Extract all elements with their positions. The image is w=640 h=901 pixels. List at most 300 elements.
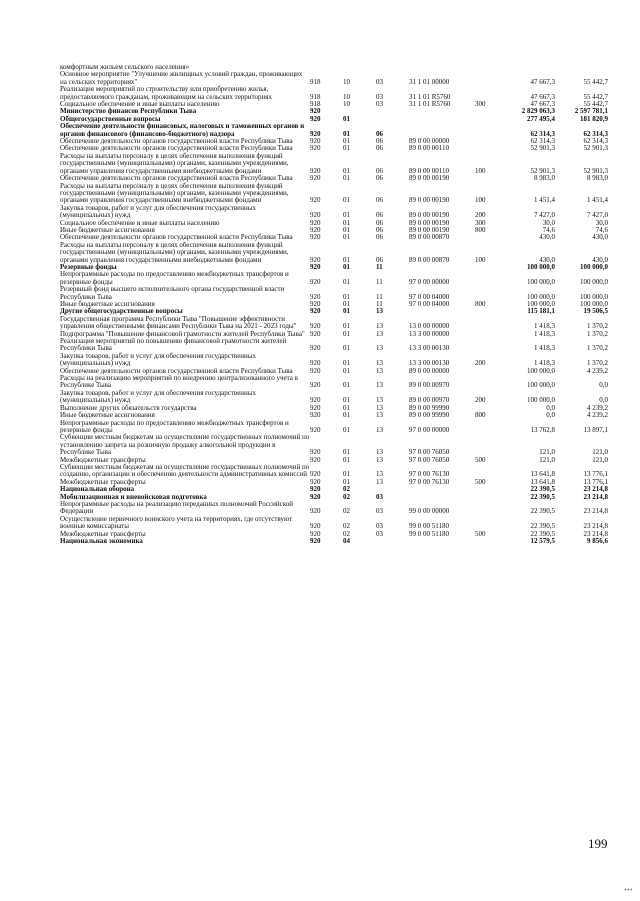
row-expense-type xyxy=(475,234,501,241)
row-amount-year1 xyxy=(501,64,555,71)
row-target-article: 31 1 01 00000 xyxy=(409,77,450,86)
row-name: Обеспечение деятельности органов государственной власти Республики Тыва xyxy=(60,233,293,242)
row-amount-year1: 22 390,5 xyxy=(530,507,555,516)
row-target-article xyxy=(409,123,475,138)
row-amount-year2: 7 427,0 xyxy=(587,211,608,220)
row-target-article: 89 0 00 00190 xyxy=(409,211,450,220)
row-target-article xyxy=(409,538,475,545)
row-section-code: 01 xyxy=(343,359,350,368)
row-ved-code: 920 xyxy=(310,403,321,412)
scan-mark xyxy=(624,888,632,891)
row-name: Непрограммные расходы по предоставлению межбюджетных трансфертов и резервные фонды xyxy=(60,418,289,434)
row-amount-year1: 47 667,3 xyxy=(530,77,555,86)
row-amount-year1: 62 314,3 xyxy=(530,129,555,138)
row-ved-code: 920 xyxy=(310,174,321,183)
row-subsection-code: 06 xyxy=(376,255,383,264)
row-amount-year2: 430,0 xyxy=(592,255,608,264)
row-amount-year2: 4 239,2 xyxy=(587,403,608,412)
row-name: Межбюджетные трансферты xyxy=(60,477,146,486)
row-section-code: 02 xyxy=(343,507,350,516)
row-target-article: 89 0 00 00190 xyxy=(409,218,450,227)
row-ved-code: 920 xyxy=(310,470,321,479)
row-name: Осуществление первичного воинского учета на территориях, где отсутствуют военные комиссариаты xyxy=(60,514,293,531)
row-amount-year1: 100 000,0 xyxy=(527,292,555,301)
row-subsection-code: 03 xyxy=(376,492,383,501)
row-section-code: 01 xyxy=(343,322,350,331)
row-amount-year2: 55 442,7 xyxy=(583,100,608,109)
row-section-code: 01 xyxy=(343,262,350,271)
row-name: Подпрограмма "Повышение финансовой грамотности жителей Республики Тыва" xyxy=(60,329,305,338)
row-amount-year1: 13 762,8 xyxy=(530,425,555,434)
row-expense-type xyxy=(475,286,501,301)
row-ved-code: 920 xyxy=(310,300,321,308)
row-amount-year1: 22 390,5 xyxy=(530,529,555,538)
row-expense-type: 500 xyxy=(475,529,486,538)
row-section-code: 01 xyxy=(343,144,350,153)
row-expense-type: 500 xyxy=(475,477,486,486)
row-ved-code: 920 xyxy=(310,322,321,331)
row-amount-year1: 0,0 xyxy=(546,411,555,420)
row-amount-year1: 74,6 xyxy=(542,225,555,234)
row-amount-year1: 47 667,3 xyxy=(530,100,555,109)
table-row xyxy=(60,501,608,516)
row-name: Закупка товаров, работ и услуг для обеспечения государственных (муниципальных) нужд xyxy=(60,388,257,405)
row-target-article: 89 0 00 00970 xyxy=(409,396,450,405)
row-name: Закупка товаров, работ и услуг для обеспечения государственных (муниципальных) нужд xyxy=(60,351,257,368)
row-name: Выполнение других обязательств государства xyxy=(60,403,197,412)
row-section-code: 01 xyxy=(343,137,350,146)
row-section-code: 01 xyxy=(343,174,350,183)
row-expense-type xyxy=(475,123,501,138)
row-expense-type xyxy=(475,420,501,435)
row-subsection-code: 06 xyxy=(376,218,383,227)
row-section-code: 01 xyxy=(343,455,350,464)
row-subsection-code xyxy=(376,538,409,545)
row-target-article: 89 0 00 99990 xyxy=(409,403,450,412)
row-amount-year2: 62 314,3 xyxy=(583,129,608,138)
row-target-article: 97 0 00 00000 xyxy=(409,277,450,286)
row-name: Социальное обеспечение и иные выплаты населению xyxy=(60,218,220,227)
row-subsection-code: 13 xyxy=(376,448,383,457)
row-target-article: 89 0 00 00000 xyxy=(409,137,450,146)
row-section-code: 01 xyxy=(343,366,350,375)
row-ved-code: 920 xyxy=(310,396,321,405)
row-ved-code: 920 xyxy=(310,218,321,227)
row-ved-code: 920 xyxy=(310,166,321,175)
row-subsection-code: 13 xyxy=(376,455,383,464)
row-amount-year2: 1 451,4 xyxy=(587,196,608,205)
row-section-code: 04 xyxy=(343,537,350,545)
row-section-code: 01 xyxy=(343,211,350,220)
row-section-code: 01 xyxy=(343,292,350,301)
row-ved-code: 920 xyxy=(310,114,321,123)
row-amount-year2: 55 442,7 xyxy=(583,77,608,86)
row-name: Иные бюджетные ассигнования xyxy=(60,225,155,234)
table-row xyxy=(60,353,608,368)
row-target-article: 97 0 00 76130 xyxy=(409,470,450,479)
row-section-code: 01 xyxy=(343,300,350,308)
row-subsection-code: 06 xyxy=(376,129,383,138)
row-expense-type xyxy=(475,331,501,338)
row-amount-year2: 1 370,2 xyxy=(587,359,608,368)
row-section-code: 01 xyxy=(343,196,350,205)
row-subsection-code: 06 xyxy=(376,233,383,242)
row-amount-year1: 100 000,0 xyxy=(527,366,555,375)
row-name: Расходы на реализацию мероприятий по внедрению централизованного учета в Республике Тыва xyxy=(60,374,298,390)
row-ved-code: 920 xyxy=(310,262,321,271)
row-amount-year1: 30,0 xyxy=(542,218,555,227)
row-section-code: 10 xyxy=(343,92,350,101)
table-row xyxy=(60,375,608,390)
row-expense-type xyxy=(475,264,501,271)
row-section-code: 01 xyxy=(343,477,350,486)
row-amount-year2: 0,0 xyxy=(599,381,608,390)
row-name: Непрограммные расходы по предоставлению межбюджетных трансфертов и резервные фонды xyxy=(60,270,289,286)
row-amount-year2: 9 856,6 xyxy=(587,537,608,545)
row-target-article xyxy=(409,494,475,501)
row-target-article: 31 1 01 R5760 xyxy=(409,92,451,101)
row-amount-year2: 100 000,0 xyxy=(580,300,608,308)
row-subsection-code: 13 xyxy=(376,322,383,331)
row-target-article: 89 0 00 00870 xyxy=(409,233,450,242)
row-ved-code: 920 xyxy=(310,485,321,494)
row-target-article: 89 0 00 00190 xyxy=(409,174,450,183)
row-target-article: 89 0 00 00190 xyxy=(409,225,450,234)
row-ved-code: 920 xyxy=(310,522,321,531)
row-amount-year1: 1 451,4 xyxy=(534,196,555,205)
row-amount-year1: 22 390,5 xyxy=(530,522,555,531)
row-target-article: 89 0 00 00190 xyxy=(409,196,450,205)
row-amount-year2: 55 442,7 xyxy=(583,92,608,101)
row-subsection-code: 11 xyxy=(376,262,383,271)
row-name: Другие общегосударственные вопросы xyxy=(60,307,183,316)
row-amount-year2: 30,0 xyxy=(595,218,608,227)
row-amount-year1: 13 641,8 xyxy=(530,477,555,486)
row-ved-code: 920 xyxy=(310,307,321,316)
row-name: Субвенции местным бюджетам на осуществление государственных полномочий по созданию, организации и обеспечению деятельности административных комиссий xyxy=(60,462,310,479)
row-target-article xyxy=(409,116,475,123)
row-amount-year2: 23 214,8 xyxy=(583,507,608,516)
row-amount-year2: 4 239,2 xyxy=(587,366,608,375)
row-amount-year1: 47 667,3 xyxy=(530,92,555,101)
row-name: Межбюджетные трансферты xyxy=(60,529,146,538)
row-amount-year2: 1 370,2 xyxy=(587,344,608,353)
row-ved-code: 920 xyxy=(310,129,321,138)
row-name: Министерство финансов Республики Тыва xyxy=(60,107,197,116)
row-ved-code: 920 xyxy=(310,233,321,242)
row-ved-code: 920 xyxy=(310,144,321,153)
row-expense-type xyxy=(475,271,501,286)
row-section-code: 01 xyxy=(343,381,350,390)
row-ved-code: 920 xyxy=(310,107,321,116)
row-section-code: 01 xyxy=(343,329,350,338)
row-target-article: 99 0 00 00000 xyxy=(409,507,450,516)
row-expense-type xyxy=(475,64,501,71)
row-amount-year2: 13 776,1 xyxy=(583,470,608,479)
row-ved-code: 920 xyxy=(310,507,321,516)
row-expense-type: 100 xyxy=(475,196,486,205)
row-amount-year2: 23 214,8 xyxy=(583,529,608,538)
row-ved-code: 920 xyxy=(310,255,321,264)
table-row xyxy=(60,183,608,205)
row-section-code: 01 xyxy=(343,403,350,412)
row-ved-code: 918 xyxy=(310,92,321,101)
row-section-code: 01 xyxy=(343,448,350,457)
table-row xyxy=(60,516,608,531)
row-name: Общегосударственные вопросы xyxy=(60,114,161,123)
row-subsection-code: 11 xyxy=(376,292,383,301)
row-subsection-code: 03 xyxy=(376,92,383,101)
row-subsection-code: 13 xyxy=(376,329,383,338)
row-amount-year2: 74,6 xyxy=(595,225,608,234)
row-expense-type xyxy=(475,145,501,152)
row-ved-code: 920 xyxy=(310,292,321,301)
budget-table xyxy=(60,64,608,545)
table-row xyxy=(60,420,608,435)
row-amount-year2: 100 000,0 xyxy=(580,277,608,286)
row-ved-code: 920 xyxy=(310,448,321,457)
row-expense-type xyxy=(475,108,501,115)
row-section-code: 10 xyxy=(343,77,350,86)
table-row xyxy=(60,242,608,264)
row-amount-year2: 181 820,9 xyxy=(580,114,608,123)
row-amount-year1: 0,0 xyxy=(546,403,555,412)
row-section-code: 01 xyxy=(343,470,350,479)
row-subsection-code: 13 xyxy=(376,396,383,405)
row-expense-type xyxy=(475,316,501,331)
row-name: Резервный фонд высшего исполнительного органа государственной власти Республики Тыва xyxy=(60,285,285,301)
row-amount-year2: 23 214,8 xyxy=(583,522,608,531)
row-subsection-code: 13 xyxy=(376,425,383,434)
row-amount-year2: 2 597 781,1 xyxy=(574,107,608,116)
row-expense-type xyxy=(475,71,501,86)
row-subsection-code: 13 xyxy=(376,403,383,412)
row-ved-code: 920 xyxy=(310,196,321,205)
row-subsection-code: 13 xyxy=(376,344,383,353)
row-amount-year1: 13 641,8 xyxy=(530,470,555,479)
row-name: Расходы на выплаты персоналу в целях обеспечения выполнения функций государственными (муниципальными) органами, казенными учреждениями, органами управления государственными внебюджетными фондами xyxy=(60,181,289,205)
row-expense-type xyxy=(475,375,501,390)
row-name: Реализация мероприятий по строительству или приобретению жилья, предоставляемого гражданам, проживающим на сельских территориях xyxy=(60,85,272,101)
row-expense-type: 800 xyxy=(475,411,486,420)
row-subsection-code: 06 xyxy=(376,174,383,183)
row-amount-year1: 100 000,0 xyxy=(527,277,555,286)
row-ved-code: 918 xyxy=(310,100,321,109)
row-expense-type xyxy=(475,516,501,531)
row-subsection-code xyxy=(376,116,409,123)
row-amount-year2 xyxy=(555,64,608,71)
row-amount-year2: 13 776,1 xyxy=(583,477,608,486)
row-amount-year1: 8 983,0 xyxy=(534,174,555,183)
row-ved-code: 920 xyxy=(310,329,321,338)
row-section-code: 10 xyxy=(343,100,350,109)
row-ved-code: 920 xyxy=(310,344,321,353)
row-name: Расходы на выплаты персоналу в целях обеспечения выполнения функций государственными (муниципальными) органами, казенными учреждениями, органами управления государственными внебюджетными фондами xyxy=(60,151,289,175)
row-ved-code: 920 xyxy=(310,359,321,368)
table-row xyxy=(60,123,608,138)
row-amount-year1: 52 901,3 xyxy=(530,144,555,153)
row-subsection-code: 06 xyxy=(376,144,383,153)
row-expense-type xyxy=(475,494,501,501)
row-ved-code: 920 xyxy=(310,225,321,234)
row-target-article: 13 3 00 00130 xyxy=(409,359,450,368)
row-expense-type: 200 xyxy=(475,396,486,405)
row-section-code: 01 xyxy=(343,277,350,286)
row-amount-year1: 1 418,3 xyxy=(534,359,555,368)
row-name: Непрограммные расходы на реализацию переданных полномочий Российской Федерации xyxy=(60,499,294,516)
row-subsection-code xyxy=(376,64,409,71)
row-section-code: 01 xyxy=(343,166,350,175)
row-amount-year1: 430,0 xyxy=(539,255,555,264)
row-name: Расходы на выплаты персоналу в целях обеспечения выполнения функций государственными (муниципальными) органами, казенными учреждениями, органами управления государственными внебюджетными фондами xyxy=(60,240,289,264)
row-section-code: 01 xyxy=(343,411,350,420)
row-section-code: 01 xyxy=(343,307,350,316)
row-section-code: 01 xyxy=(343,425,350,434)
row-ved-code xyxy=(310,64,343,71)
row-amount-year1: 1 418,3 xyxy=(534,344,555,353)
row-ved-code: 920 xyxy=(310,277,321,286)
row-amount-year2: 62 314,3 xyxy=(583,137,608,146)
row-name: Социальное обеспечение и иные выплаты населению xyxy=(60,100,220,109)
row-name: Обеспечение деятельности финансовых, налоговых и таможенных органов и органов финансового (финансово-бюджетного) надзора xyxy=(60,122,305,138)
row-expense-type xyxy=(475,486,501,493)
row-amount-year1: 100 000,0 xyxy=(527,381,555,390)
row-subsection-code: 13 xyxy=(376,381,383,390)
row-ved-code: 920 xyxy=(310,425,321,434)
table-row xyxy=(60,538,608,545)
row-expense-type: 800 xyxy=(475,300,486,308)
row-amount-year2: 1 370,2 xyxy=(587,322,608,331)
row-ved-code: 920 xyxy=(310,477,321,486)
row-section-code: 01 xyxy=(343,344,350,353)
row-expense-type: 300 xyxy=(475,218,486,227)
row-subsection-code: 03 xyxy=(376,507,383,516)
row-amount-year2: 13 897,1 xyxy=(583,425,608,434)
row-section-code: 02 xyxy=(343,492,350,501)
row-name: Обеспечение деятельности органов государственной власти Республики Тыва xyxy=(60,137,293,146)
row-amount-year2: 121,0 xyxy=(592,455,608,464)
row-expense-type xyxy=(475,464,501,479)
row-section-code: 01 xyxy=(343,225,350,234)
row-amount-year1: 62 314,3 xyxy=(530,137,555,146)
row-amount-year1: 7 427,0 xyxy=(534,211,555,220)
row-ved-code: 920 xyxy=(310,366,321,375)
row-ved-code: 920 xyxy=(310,537,321,545)
table-row xyxy=(60,338,608,353)
row-expense-type xyxy=(475,434,501,456)
row-subsection-code: 06 xyxy=(376,196,383,205)
row-amount-year1: 22 390,5 xyxy=(530,485,555,494)
row-amount-year2: 430,0 xyxy=(592,233,608,242)
row-subsection-code: 13 xyxy=(376,307,383,316)
row-expense-type xyxy=(475,308,501,315)
row-amount-year1: 115 181,1 xyxy=(527,307,555,316)
row-expense-type: 100 xyxy=(475,166,486,175)
table-row xyxy=(60,434,608,456)
row-subsection-code: 06 xyxy=(376,225,383,234)
row-name: Иные бюджетные ассигнования xyxy=(60,411,155,420)
row-ved-code: 920 xyxy=(310,455,321,464)
row-target-article: 97 0 00 04000 xyxy=(409,292,450,301)
row-amount-year1: 2 829 063,3 xyxy=(521,107,555,116)
row-name: Национальная оборона xyxy=(60,485,135,494)
table-row xyxy=(60,479,608,486)
row-name: Обеспечение деятельности органов государственной власти Республики Тыва xyxy=(60,366,293,375)
row-expense-type xyxy=(475,86,501,101)
row-ved-code: 918 xyxy=(310,77,321,86)
row-section-code xyxy=(343,64,376,71)
row-section-code: 02 xyxy=(343,529,350,538)
row-section-code: 01 xyxy=(343,255,350,264)
table-row xyxy=(60,286,608,301)
row-amount-year1: 12 579,5 xyxy=(530,537,555,545)
row-target-article: 97 0 00 04000 xyxy=(409,300,450,308)
table-row xyxy=(60,464,608,479)
row-name: Резервные фонды xyxy=(60,262,117,271)
row-target-article: 13 3 00 00000 xyxy=(409,329,450,338)
row-expense-type xyxy=(475,175,501,182)
row-expense-type: 500 xyxy=(475,455,486,464)
row-section-code: 02 xyxy=(343,522,350,531)
row-section-code: 01 xyxy=(343,129,350,138)
row-expense-type: 200 xyxy=(475,211,486,220)
row-subsection-code: 13 xyxy=(376,470,383,479)
row-name: Субвенции местным бюджетам на осуществление государственных полномочий по установлению запрета на розничную продажу алкогольной продукции в Республике Тыва xyxy=(60,433,310,457)
row-subsection-code: 13 xyxy=(376,411,383,420)
row-subsection-code xyxy=(376,108,409,115)
row-amount-year1: 277 495,4 xyxy=(527,114,555,123)
row-expense-type xyxy=(475,138,501,145)
row-amount-year1: 100 000,0 xyxy=(527,262,555,271)
row-target-article: 97 0 00 76050 xyxy=(409,455,450,464)
row-name: Обеспечение деятельности органов государственной власти Республики Тыва xyxy=(60,174,293,183)
row-target-article xyxy=(409,308,475,315)
row-amount-year1: 1 418,3 xyxy=(534,322,555,331)
row-amount-year2: 121,0 xyxy=(592,448,608,457)
row-expense-type xyxy=(475,116,501,123)
row-target-article xyxy=(409,486,475,493)
row-amount-year1: 100 000,0 xyxy=(527,396,555,405)
page-number: 199 xyxy=(588,836,608,851)
row-name: Межбюджетные трансферты xyxy=(60,455,146,464)
row-section-code: 01 xyxy=(343,233,350,242)
row-amount-year2: 8 983,0 xyxy=(587,174,608,183)
row-amount-year1: 52 901,3 xyxy=(530,166,555,175)
row-amount-year1: 100 000,0 xyxy=(527,300,555,308)
row-section-code: 02 xyxy=(343,485,350,494)
row-expense-type xyxy=(475,501,501,516)
row-ved-code: 920 xyxy=(310,529,321,538)
row-subsection-code: 03 xyxy=(376,100,383,109)
table-row xyxy=(60,153,608,175)
row-name: Реализация мероприятий по повышению финансовой грамотности жителей Республики Тыва xyxy=(60,337,287,353)
row-ved-code: 920 xyxy=(310,411,321,420)
row-target-article: 97 0 00 00000 xyxy=(409,425,450,434)
row-target-article xyxy=(409,264,475,271)
row-name: Мобилизационная и вневойсковая подготовка xyxy=(60,492,207,501)
row-ved-code: 920 xyxy=(310,137,321,146)
row-amount-year2: 52 901,3 xyxy=(583,144,608,153)
row-expense-type xyxy=(475,338,501,353)
row-ved-code: 920 xyxy=(310,492,321,501)
row-target-article: 97 0 00 76130 xyxy=(409,477,450,486)
row-name: Государственная программа Республики Тыва "Повышение эффективности управления общественными финансами Республики Тыва на 2021 - 2023 годы" xyxy=(60,314,297,331)
row-amount-year2: 100 000,0 xyxy=(580,292,608,301)
row-subsection-code: 03 xyxy=(376,522,383,531)
row-target-article: 89 0 00 00000 xyxy=(409,366,450,375)
row-amount-year1: 430,0 xyxy=(539,233,555,242)
row-amount-year1: 22 390,5 xyxy=(530,492,555,501)
